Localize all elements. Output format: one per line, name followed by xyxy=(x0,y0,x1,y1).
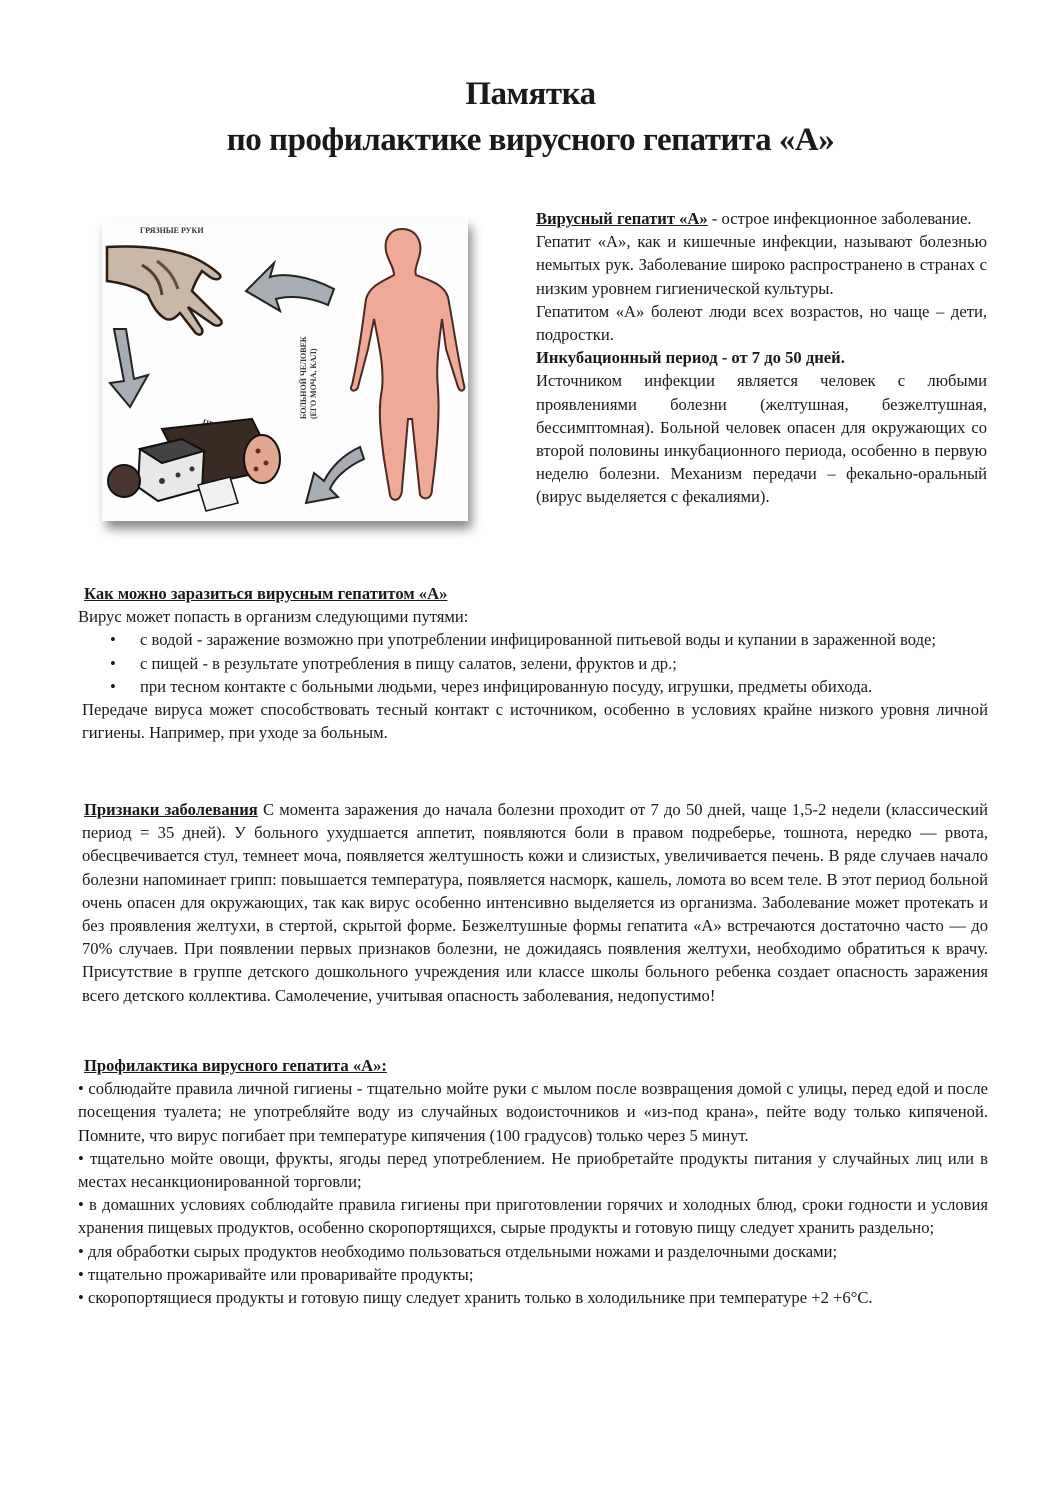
intro-paragraph-3: Гепатитом «А» болеют люди всех возрастов, но чаще – дети, подростки. xyxy=(536,301,987,345)
intro-paragraph-2: Гепатит «А», как и кишечные инфекции, называют болезнью немытых рук. Заболевание широко распространено в странах с низким уровнем гигиенической культуры. xyxy=(536,232,987,298)
page-title-line1: Памятка xyxy=(465,76,596,112)
infection-section xyxy=(78,582,988,744)
sick-person-icon xyxy=(351,229,465,500)
label-sick-person xyxy=(299,336,318,419)
list-item: • в домашних условиях соблюдайте правила гигиены при приготовлении горячих и холодных блюд, сроки годности и условия хранения пищевых продуктов, особенно скоропортящихся, сырые продукты и готовую пищу следует хранить раздельно; xyxy=(78,1195,988,1238)
infection-heading: Как можно заразиться вирусным гепатитом «А» xyxy=(84,584,448,603)
svg-text:БОЛЬНОЙ ЧЕЛОВЕК: БОЛЬНОЙ ЧЕЛОВЕК xyxy=(299,336,308,419)
symptoms-heading: Признаки заболевания xyxy=(84,800,258,819)
food-products-icon xyxy=(108,417,280,511)
page-title-line2: по профилактике вирусного гепатита «А» xyxy=(226,122,835,158)
symptoms-section xyxy=(78,798,988,1007)
dirty-hand-icon xyxy=(107,246,222,334)
list-item: • скоропортящиеся продукты и готовую пищу следует хранить только в холодильнике при температуре +2 +6°С. xyxy=(78,1288,873,1308)
list-item: • тщательно мойте овощи, фрукты, ягоды перед употреблением. Не приобретайте продукты питания у случайных лиц или в местах несанкционированной торговли; xyxy=(78,1148,988,1192)
infection-routes-list xyxy=(78,628,988,698)
list-item: • соблюдайте правила личной гигиены - тщательно мойте руки с мылом после возвращения домой с улицы, перед едой и после посещения туалета; не употребляйте воду из случайных водоисточников и «из-под крана», пейте воду только кипяченой. Помните, что вирус погибает при температуре кипячения (100 градусов) только через 5 минут. xyxy=(78,1079,988,1145)
intro-paragraph-4: Источником инфекции является человек с любыми проявлениями болезни (желтушная, безжелтушная, бессимптомная). Больной человек опасен для окружающих со второй половины инкубационного периода, особенно в первую неделю болезни. Механизм передачи – фекально-оральный (вирус выделяется с фекалиями). xyxy=(536,371,987,507)
infection-note: Передаче вируса может способствовать тесный контакт с источником, особенно в условиях крайне низкого уровня личной гигиены. Например, при уходе за больным. xyxy=(82,700,988,743)
list-item: • с пищей - в результате употребления в пищу салатов, зелени, фруктов и др.; xyxy=(140,652,988,675)
intro-section xyxy=(536,207,987,509)
infection-lead: Вирус может попасть в организм следующими путями: xyxy=(78,607,469,627)
intro-term: Вирусный гепатит «А» xyxy=(536,209,708,228)
arrow-body-to-hands-icon xyxy=(246,263,334,311)
list-item: • для обработки сырых продуктов необходимо пользоваться отдельными ножами и разделочными досками; xyxy=(78,1241,838,1261)
arrow-hands-to-products-icon xyxy=(110,329,148,407)
arrow-body-to-products-icon xyxy=(306,447,364,503)
svg-text:(ЕГО МОЧА, КАЛ): (ЕГО МОЧА, КАЛ) xyxy=(309,348,318,419)
transmission-illustration xyxy=(102,219,468,521)
prevention-heading: Профилактика вирусного гепатита «А»: xyxy=(84,1056,387,1075)
list-item: • с водой - заражение возможно при употреблении инфицированной питьевой воды и купании в зараженной воде; xyxy=(140,628,988,651)
prevention-section xyxy=(78,1054,988,1309)
intro-definition: - острое инфекционное заболевание. xyxy=(707,209,972,228)
list-item: • при тесном контакте с больными людьми, через инфицированную посуду, игрушки, предметы обихода. xyxy=(140,675,988,698)
incubation-period: Инкубационный период - от 7 до 50 дней. xyxy=(536,348,845,368)
label-dirty-hands: ГРЯЗНЫЕ РУКИ xyxy=(140,226,204,235)
list-item: • тщательно прожаривайте или проваривайте продукты; xyxy=(78,1264,474,1284)
symptoms-text: С момента заражения до начала болезни проходит от 7 до 50 дней, чаще 1,5-2 недели (классический период = 35 дней). У больного ухудшается аппетит, появляются боли в правом подреберье, тошнота, нередко — рвота, обесцвечивается стул, темнеет моча, появляется желтушность кожи и слизистых, увеличивается печень. В ряде случаев начало болезни напоминает грипп: повышается температура, появляется насморк, кашель, ломота во всем теле. В этот период больной очень опасен для окружающих, так как вирус особенно интенсивно выделяется из организма. Заболевание может протекать и без проявления желтухи, в стертой, скрытой форме. Безжелтушные формы гепатита «А» встречаются достаточно часто — до 70% случаев. При появлении первых признаков болезни, не дожидаясь появления желтухи, необходимо обратиться к врачу. Присутствие в группе детского дошкольного учреждения или классе школы больного ребенка создает опасность заражения всего детского коллектива. Самолечение, учитывая опасность заболевания, недопустимо! xyxy=(82,800,988,1005)
